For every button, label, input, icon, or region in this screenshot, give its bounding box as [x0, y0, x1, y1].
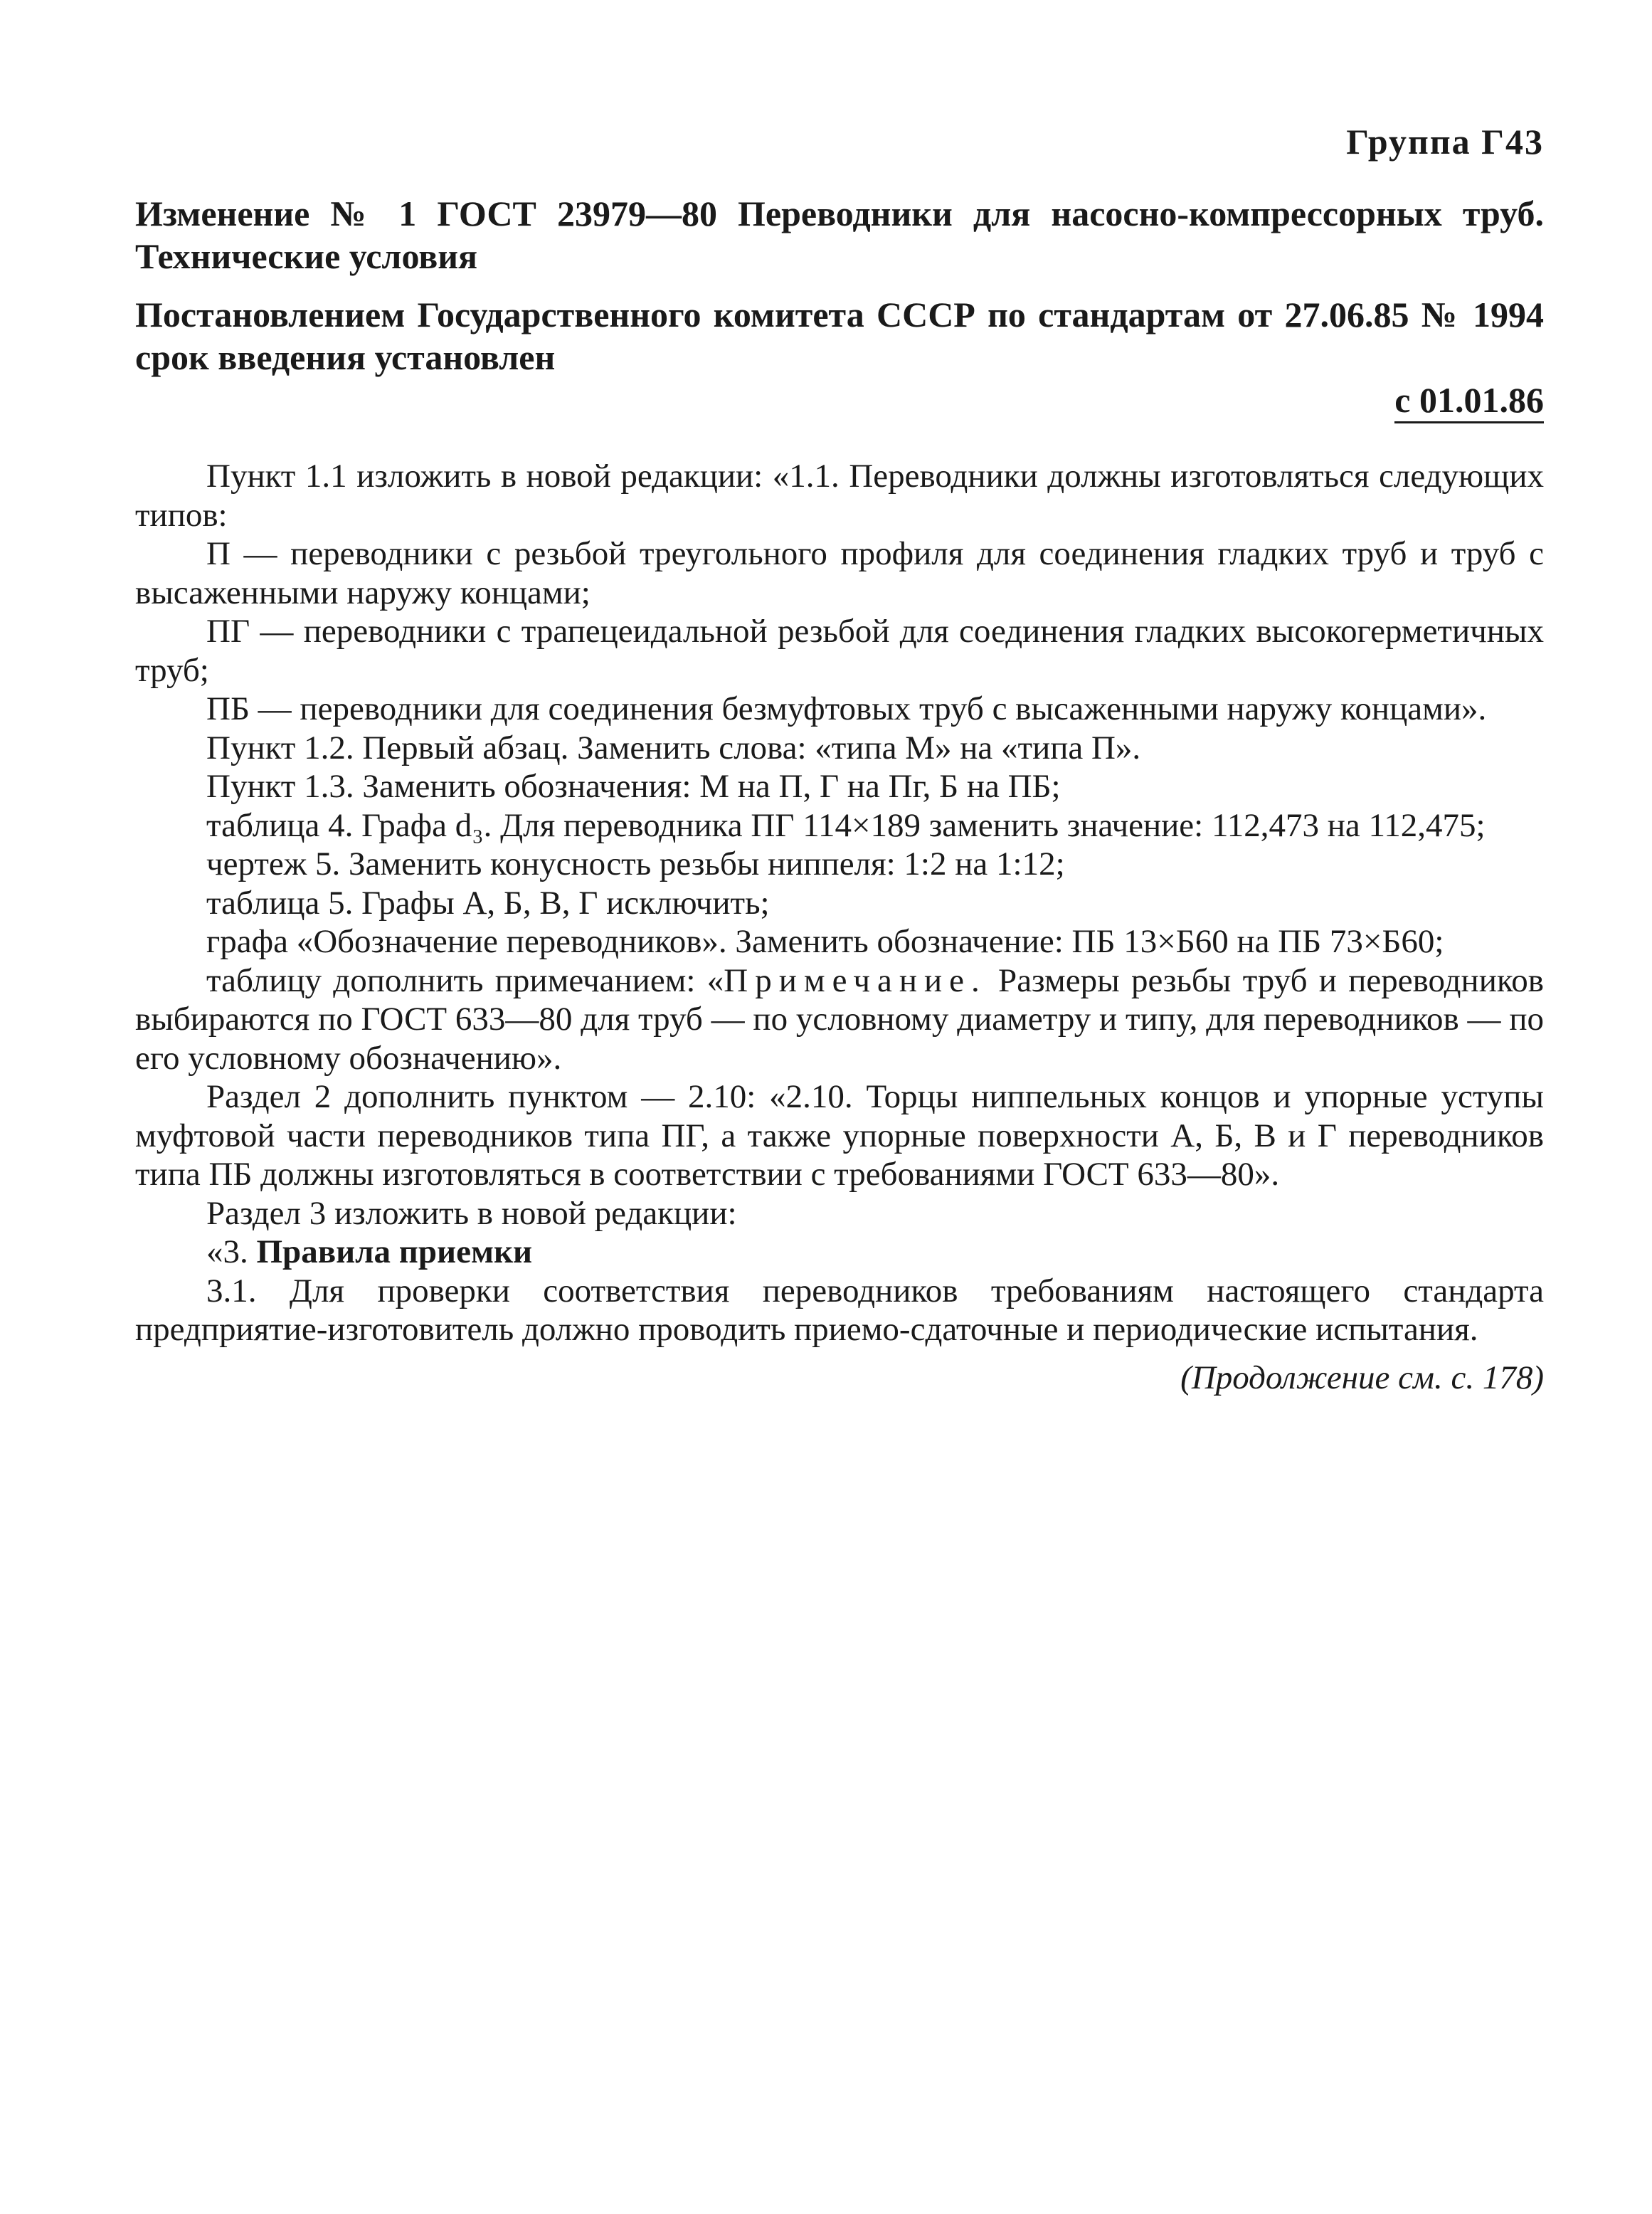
paragraph-1: Пункт 1.1 изложить в новой редакции: «1.1. Переводники должны изготовляться следующих типов: [135, 458, 1544, 534]
section-3-heading [135, 1233, 1544, 1272]
paragraph-table-4: таблица 4. Графа d₃. Для переводника ПГ 114×189 заменить значение: 112,473 на 112,475; [206, 806, 1486, 844]
note-label: Примечание. [724, 961, 987, 999]
decree-date [135, 379, 1544, 421]
document-page [135, 121, 1544, 1399]
paragraph-section-3: Раздел 3 изложить в новой редакции: [206, 1194, 737, 1232]
paragraph-3-1: 3.1. Для проверки соответствия переводников требованиям настоящего стандарта предприятие-изготовитель должно проводить приемо-сдаточные и периодические испытания. [135, 1272, 1544, 1348]
note-intro: таблицу дополнить примечанием: « [206, 961, 724, 999]
paragraph-drawing-5: чертеж 5. Заменить конусность резьбы ниппеля: 1:2 на 1:12; [206, 845, 1065, 882]
paragraph-type-pg: ПГ — переводники с трапецеидальной резьбой для соединения гладких высокогерметичных труб; [135, 613, 1544, 689]
paragraph-designation: графа «Обозначение переводников». Заменить обозначение: ПБ 13×Б60 на ПБ 73×Б60; [206, 923, 1444, 960]
group-code: Группа Г43 [1346, 122, 1544, 162]
effective-date: с 01.01.86 [1394, 380, 1544, 423]
section-3-number: «3. [206, 1233, 257, 1270]
paragraph-section-2: Раздел 2 дополнить пунктом — 2.10: «2.10. Торцы ниппельных концов и упорные уступы муфтовой части переводников типа ПГ, а также упорные поверхности А, Б, В и Г переводников типа ПБ должны изготовляться в соответствии с требованиями ГОСТ 633—80». [135, 1078, 1544, 1193]
note-text: Размеры резьбы труб и переводников выбираются по ГОСТ 633—80 для труб — по условному диаметру и типу, для переводников — по его условному обозначению». [135, 961, 1544, 1077]
paragraph-1-3: Пункт 1.3. Заменить обозначения: М на П, Г на Пг, Б на ПБ; [206, 768, 1061, 805]
paragraph-table-5: таблица 5. Графы А, Б, В, Г исключить; [206, 884, 770, 922]
paragraph-type-p: П — переводники с резьбой треугольного профиля для соединения гладких труб и труб с высаженными наружу концами; [135, 535, 1544, 611]
decree-text: Постановлением Государственного комитета СССР по стандартам от 27.06.85 № 1994 срок введения установлен [135, 295, 1544, 377]
continuation-note: (Продолжение см. с. 178) [1180, 1359, 1544, 1396]
document-title: Изменение № 1 ГОСТ 23979—80 Переводники для насосно-компрессорных труб. Технические условия [135, 194, 1544, 276]
paragraph-type-pb: ПБ — переводники для соединения безмуфтовых труб с высаженными наружу концами». [206, 690, 1487, 727]
section-3-title: Правила приемки [256, 1233, 533, 1270]
paragraph-note [135, 961, 1544, 1078]
paragraph-1-2: Пункт 1.2. Первый абзац. Заменить слова: «типа М» на «типа П». [206, 729, 1141, 766]
document-body [135, 457, 1544, 1349]
